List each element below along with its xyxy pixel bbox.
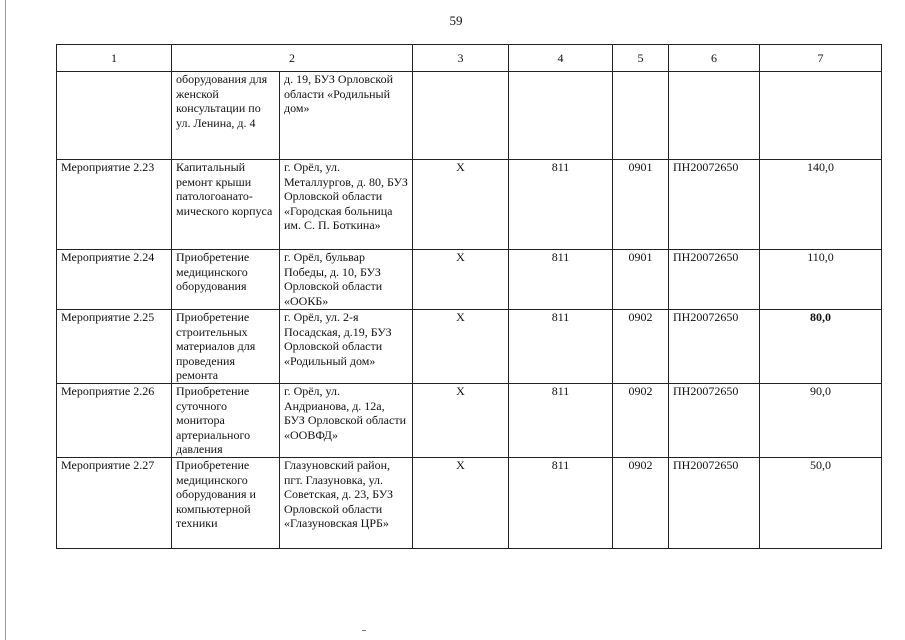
sum-cell (760, 72, 882, 160)
header-col-7: 7 (760, 45, 882, 72)
event-cell: Мероприятие 2.25 (57, 310, 172, 384)
page-left-edge (5, 0, 6, 640)
location-cell: г. Орёл, бульвар Победы, д. 10, БУЗ Орловской области «ООКБ» (280, 250, 413, 310)
code-cell: 811 (509, 384, 613, 458)
code-cell: 811 (509, 160, 613, 250)
name-cell: Приобретение медицинского оборудования и компьютерной техники (172, 458, 280, 549)
table-row (57, 384, 882, 458)
location-cell: д. 19, БУЗ Орловской области «Родильный дом» (280, 72, 413, 160)
name-cell: Капитальный ремонт крыши патологоанато-мического корпуса (172, 160, 280, 250)
header-col-4: 4 (509, 45, 613, 72)
grbs-cell: Х (413, 250, 509, 310)
sum-cell: 90,0 (760, 384, 882, 458)
target-cell: ПН20072650 (669, 458, 760, 549)
table-row (57, 72, 882, 160)
event-cell: Мероприятие 2.24 (57, 250, 172, 310)
header-col-6: 6 (669, 45, 760, 72)
table-row (57, 458, 882, 549)
target-cell: ПН20072650 (669, 310, 760, 384)
sum-cell: 80,0 (760, 310, 882, 384)
header-col-5: 5 (613, 45, 669, 72)
target-cell: ПН20072650 (669, 384, 760, 458)
code-cell (509, 72, 613, 160)
sum-cell: 50,0 (760, 458, 882, 549)
section-cell: 0902 (613, 310, 669, 384)
target-cell: ПН20072650 (669, 250, 760, 310)
code-cell: 811 (509, 250, 613, 310)
event-cell (57, 72, 172, 160)
name-cell: оборудования для женской консультации по ул. Ленина, д. 4 (172, 72, 280, 160)
grbs-cell: Х (413, 160, 509, 250)
header-col-3: 3 (413, 45, 509, 72)
section-cell: 0902 (613, 384, 669, 458)
header-col-1: 1 (57, 45, 172, 72)
name-cell: Приобретение суточного монитора артериального давления (172, 384, 280, 458)
location-cell: г. Орёл, ул. Металлургов, д. 80, БУЗ Орловской области «Городская больница им. С. П. Боткина» (280, 160, 413, 250)
location-cell: г. Орёл, ул. 2-я Посадская, д.19, БУЗ Орловской области «Родильный дом» (280, 310, 413, 384)
header-row (57, 45, 882, 72)
grbs-cell: Х (413, 310, 509, 384)
section-cell: 0902 (613, 458, 669, 549)
grbs-cell: Х (413, 384, 509, 458)
name-cell: Приобретение строительных материалов для проведения ремонта (172, 310, 280, 384)
code-cell: 811 (509, 310, 613, 384)
grbs-cell: Х (413, 458, 509, 549)
code-cell: 811 (509, 458, 613, 549)
table-row (57, 310, 882, 384)
section-cell: 0901 (613, 160, 669, 250)
location-cell: г. Орёл, ул. Андрианова, д. 12а, БУЗ Орловской области «ООВФД» (280, 384, 413, 458)
event-cell: Мероприятие 2.23 (57, 160, 172, 250)
target-cell (669, 72, 760, 160)
target-cell: ПН20072650 (669, 160, 760, 250)
table-row (57, 250, 882, 310)
header-col-2: 2 (172, 45, 413, 72)
name-cell: Приобретение медицинского оборудования (172, 250, 280, 310)
event-cell: Мероприятие 2.27 (57, 458, 172, 549)
sum-cell: 110,0 (760, 250, 882, 310)
section-cell: 0901 (613, 250, 669, 310)
table-row (57, 160, 882, 250)
event-cell: Мероприятие 2.26 (57, 384, 172, 458)
location-cell: Глазуновский район, пгт. Глазуновка, ул. Советская, д. 23, БУЗ Орловской области «Глазуновская ЦРБ» (280, 458, 413, 549)
sum-cell: 140,0 (760, 160, 882, 250)
grbs-cell (413, 72, 509, 160)
budget-table (56, 44, 882, 549)
section-cell (613, 72, 669, 160)
page-number: 59 (449, 13, 463, 28)
scan-mark (362, 630, 366, 631)
